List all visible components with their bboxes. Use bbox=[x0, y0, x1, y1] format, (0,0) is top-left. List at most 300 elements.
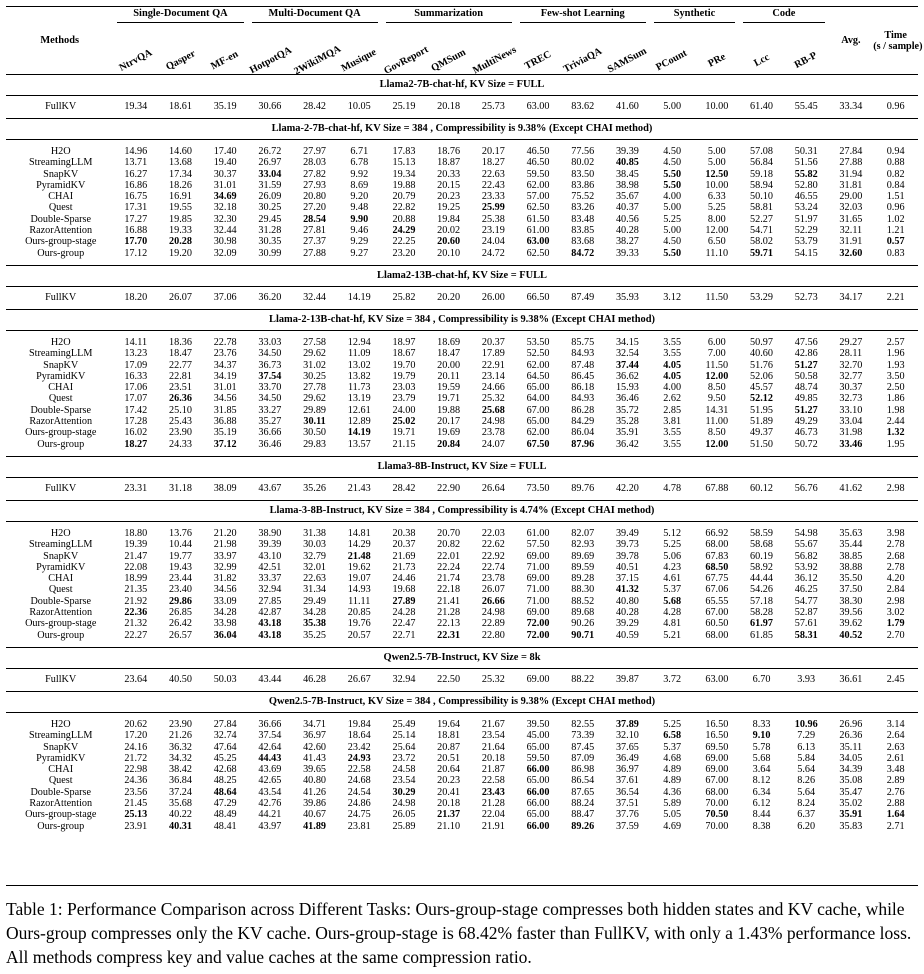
value-cell: 19.84 bbox=[347, 718, 371, 730]
group-label: Multi-Document QA bbox=[252, 8, 378, 23]
value-cell: 69.00 bbox=[526, 607, 550, 619]
value-cell: 35.50 bbox=[839, 573, 863, 585]
value-cell: 6.50 bbox=[707, 236, 726, 248]
value-cell: 3.55 bbox=[663, 427, 682, 439]
value-cell bbox=[292, 618, 337, 629]
value-cell: 52.27 bbox=[750, 213, 773, 225]
best-value: 48.64 bbox=[213, 786, 237, 798]
table-caption: Table 1: Performance Comparison across Different Tasks: Ours-group-stage compresses both hidden states and KV cache, while Ours-group compresses only the KV cache. Ours-group-stage is 68.42% faster than FullKV, with only a 1.43% performance loss. All methods compress key and value caches at the same compression ratio. bbox=[6, 899, 912, 967]
value-cell: 4.89 bbox=[663, 775, 682, 787]
value-cell: 2.45 bbox=[886, 674, 905, 686]
best-value: 33.46 bbox=[839, 438, 863, 450]
value-cell: 22.43 bbox=[481, 179, 505, 191]
value-cell: 40.22 bbox=[169, 809, 192, 821]
value-cell: 55.45 bbox=[794, 101, 818, 113]
value-cell: 24.98 bbox=[392, 797, 416, 809]
results-table bbox=[6, 6, 923, 838]
value-cell: 22.74 bbox=[481, 561, 505, 573]
value-cell: 5.64 bbox=[797, 764, 816, 776]
value-cell: 20.00 bbox=[437, 359, 461, 371]
value-cell: 22.25 bbox=[392, 236, 416, 248]
best-value: 37.54 bbox=[258, 370, 282, 382]
value-cell bbox=[784, 360, 829, 371]
best-value: 66.00 bbox=[526, 764, 550, 776]
value-cell: 86.18 bbox=[571, 382, 595, 394]
method-name: FullKV bbox=[45, 101, 77, 113]
value-cell: 23.42 bbox=[347, 741, 371, 753]
best-value: 87.96 bbox=[571, 438, 595, 450]
value-cell: 5.25 bbox=[663, 213, 682, 225]
table-row bbox=[6, 157, 918, 168]
value-cell bbox=[471, 596, 516, 607]
best-value: 32.60 bbox=[839, 247, 863, 259]
value-cell: 23.31 bbox=[124, 483, 148, 495]
value-cell bbox=[516, 439, 561, 450]
value-cell: 83.85 bbox=[571, 225, 595, 237]
table-row bbox=[6, 528, 918, 539]
value-cell: 24.66 bbox=[481, 382, 505, 394]
value-cell: 65.00 bbox=[526, 741, 550, 753]
method-name: Double-Sparse bbox=[30, 595, 91, 607]
table-row bbox=[6, 764, 918, 775]
method-name: Ours-group bbox=[37, 820, 85, 832]
value-cell: 32.77 bbox=[839, 370, 863, 382]
value-cell: 38.85 bbox=[839, 550, 863, 562]
value-cell: 35.44 bbox=[839, 539, 863, 551]
best-value: 61.97 bbox=[750, 618, 773, 630]
best-value: 26.36 bbox=[169, 393, 192, 405]
value-cell: 32.70 bbox=[839, 359, 863, 371]
dataset-label: MultiNews bbox=[471, 44, 519, 77]
value-cell: 11.11 bbox=[348, 595, 371, 607]
value-cell: 23.33 bbox=[481, 191, 505, 203]
value-cell: 26.96 bbox=[839, 718, 863, 730]
value-cell: 27.97 bbox=[303, 146, 326, 157]
value-cell: 3.72 bbox=[663, 674, 682, 686]
value-cell: 31.18 bbox=[169, 483, 192, 495]
table-row bbox=[6, 787, 918, 798]
value-cell: 28.03 bbox=[303, 157, 326, 169]
method-name: CHAI bbox=[48, 191, 74, 203]
table-row bbox=[6, 360, 918, 371]
value-cell: 23.40 bbox=[169, 584, 192, 596]
table-row bbox=[6, 348, 918, 359]
value-cell bbox=[516, 764, 561, 775]
value-cell: 12.94 bbox=[347, 336, 371, 348]
value-cell: 31.98 bbox=[839, 427, 863, 439]
value-cell bbox=[471, 787, 516, 798]
dataset-label: NtrvQA bbox=[117, 46, 155, 74]
value-cell: 22.13 bbox=[437, 618, 461, 630]
best-value: 72.00 bbox=[526, 618, 550, 630]
value-cell: 23.44 bbox=[169, 573, 192, 585]
value-cell: 31.01 bbox=[213, 179, 237, 191]
table-row bbox=[6, 719, 918, 730]
value-cell bbox=[203, 630, 248, 641]
value-cell: 35.02 bbox=[839, 797, 863, 809]
value-cell: 22.01 bbox=[437, 550, 461, 562]
value-cell: 68.00 bbox=[705, 629, 729, 641]
value-cell bbox=[829, 439, 874, 450]
value-cell: 27.20 bbox=[303, 202, 326, 214]
value-cell: 22.77 bbox=[169, 359, 192, 371]
method-name: Ours-group bbox=[37, 629, 85, 641]
value-cell: 34.05 bbox=[839, 752, 863, 764]
value-cell: 17.83 bbox=[392, 146, 416, 157]
best-value: 12.50 bbox=[705, 168, 729, 180]
value-cell: 64.00 bbox=[526, 393, 550, 405]
best-value: 17.70 bbox=[124, 236, 148, 248]
value-cell: 59.18 bbox=[750, 168, 773, 180]
value-cell bbox=[829, 630, 874, 641]
value-cell bbox=[739, 618, 784, 629]
value-cell bbox=[560, 439, 605, 450]
table-row bbox=[6, 562, 918, 573]
value-cell: 23.72 bbox=[392, 752, 416, 764]
value-cell: 42.64 bbox=[258, 741, 282, 753]
value-cell: 17.12 bbox=[124, 247, 148, 259]
value-cell: 53.92 bbox=[794, 561, 818, 573]
value-cell: 22.47 bbox=[392, 618, 416, 630]
value-cell: 10.05 bbox=[347, 101, 371, 113]
value-cell bbox=[605, 584, 650, 595]
table-row bbox=[6, 798, 918, 809]
value-cell: 1.96 bbox=[886, 348, 905, 360]
value-cell: 11.10 bbox=[705, 247, 729, 259]
value-cell: 23.20 bbox=[392, 247, 416, 259]
table-row bbox=[6, 809, 918, 820]
value-cell: 20.10 bbox=[437, 247, 461, 259]
value-cell: 5.00 bbox=[707, 146, 726, 157]
value-cell: 21.74 bbox=[437, 573, 461, 585]
value-cell bbox=[694, 169, 739, 180]
section-title: Llama2-7B-chat-hf, KV Size = FULL bbox=[6, 75, 918, 96]
value-cell bbox=[113, 439, 158, 450]
table-bottom-rule bbox=[6, 885, 918, 886]
value-cell: 22.50 bbox=[437, 674, 461, 686]
group-label: Synthetic bbox=[654, 8, 735, 23]
table-row bbox=[6, 596, 918, 607]
value-cell: 24.72 bbox=[481, 247, 505, 259]
value-cell: 22.27 bbox=[124, 629, 148, 641]
value-cell: 23.56 bbox=[124, 786, 148, 798]
value-cell: 39.86 bbox=[303, 797, 326, 809]
dataset-label: TriviaQA bbox=[561, 45, 604, 75]
value-cell: 53.79 bbox=[794, 236, 818, 248]
best-value: 21.37 bbox=[437, 809, 461, 821]
method-name: RazorAttention bbox=[29, 225, 93, 237]
value-cell: 9.27 bbox=[350, 247, 369, 259]
value-cell: 19.07 bbox=[347, 573, 371, 585]
value-cell: 5.00 bbox=[663, 202, 682, 214]
spacer-row bbox=[6, 832, 918, 838]
dataset-label: PRe bbox=[706, 51, 728, 70]
value-cell: 69.00 bbox=[526, 550, 550, 562]
value-cell: 35.72 bbox=[615, 404, 639, 416]
value-cell bbox=[113, 607, 158, 618]
value-cell: 67.06 bbox=[705, 584, 729, 596]
value-cell: 54.71 bbox=[750, 225, 773, 237]
value-cell bbox=[873, 618, 918, 629]
method-name: RazorAttention bbox=[29, 607, 93, 619]
value-cell: 2.68 bbox=[886, 550, 905, 562]
table-row bbox=[6, 286, 918, 309]
value-cell: 40.59 bbox=[615, 629, 639, 641]
best-value: 5.50 bbox=[663, 168, 682, 180]
value-cell: 19.55 bbox=[169, 202, 192, 214]
method-name: StreamingLLM bbox=[29, 730, 93, 742]
value-cell: 88.52 bbox=[571, 595, 595, 607]
value-cell: 36.62 bbox=[615, 370, 639, 382]
value-cell: 20.70 bbox=[437, 527, 461, 539]
best-value: 58.31 bbox=[794, 629, 818, 641]
value-cell: 36.54 bbox=[615, 786, 639, 798]
best-value: 41.89 bbox=[303, 820, 326, 832]
value-cell: 22.90 bbox=[437, 483, 461, 495]
value-cell bbox=[382, 596, 427, 607]
value-cell: 52.06 bbox=[750, 370, 773, 382]
section-header-row bbox=[6, 75, 918, 96]
value-cell: 26.42 bbox=[169, 618, 192, 630]
value-cell: 65.00 bbox=[526, 416, 550, 428]
value-cell: 2.44 bbox=[886, 416, 905, 428]
value-cell: 61.00 bbox=[526, 527, 550, 539]
value-cell: 57.08 bbox=[750, 146, 773, 157]
value-cell: 22.81 bbox=[169, 370, 192, 382]
value-cell: 40.51 bbox=[615, 561, 639, 573]
value-cell: 3.55 bbox=[663, 348, 682, 360]
value-cell: 8.00 bbox=[707, 213, 726, 225]
best-value: 1.32 bbox=[886, 427, 905, 439]
value-cell: 30.35 bbox=[258, 236, 282, 248]
table-row bbox=[6, 214, 918, 225]
value-cell: 57.61 bbox=[794, 618, 818, 630]
table-body bbox=[6, 75, 918, 838]
value-cell: 65.00 bbox=[526, 809, 550, 821]
value-cell: 89.69 bbox=[571, 550, 595, 562]
best-value: 40.52 bbox=[839, 629, 863, 641]
value-cell: 48.74 bbox=[794, 382, 818, 394]
value-cell: 20.57 bbox=[347, 629, 371, 641]
value-cell: 34.15 bbox=[615, 336, 639, 348]
value-cell: 4.50 bbox=[663, 146, 682, 157]
methods-header: Methods bbox=[6, 7, 113, 75]
value-cell: 73.39 bbox=[571, 730, 595, 742]
dataset-header bbox=[337, 24, 382, 75]
value-cell: 38.88 bbox=[839, 561, 863, 573]
value-cell: 83.48 bbox=[571, 213, 595, 225]
value-cell: 6.70 bbox=[752, 674, 771, 686]
value-cell: 56.76 bbox=[794, 483, 818, 495]
value-cell: 39.65 bbox=[303, 764, 326, 776]
value-cell: 19.79 bbox=[392, 370, 416, 382]
table-row bbox=[6, 551, 918, 562]
dataset-label: TREC bbox=[522, 48, 554, 72]
table-row bbox=[6, 146, 918, 157]
value-cell bbox=[784, 405, 829, 416]
value-cell: 50.03 bbox=[213, 674, 237, 686]
dataset-header bbox=[113, 24, 158, 75]
value-cell: 66.50 bbox=[526, 292, 550, 304]
value-cell: 36.61 bbox=[839, 674, 863, 686]
value-cell: 22.98 bbox=[124, 764, 148, 776]
value-cell: 2.78 bbox=[886, 539, 905, 551]
best-value: 10.96 bbox=[794, 718, 818, 730]
value-cell: 3.98 bbox=[886, 527, 905, 539]
value-cell: 39.49 bbox=[615, 527, 639, 539]
value-cell: 18.26 bbox=[169, 179, 192, 191]
value-cell: 17.27 bbox=[124, 213, 148, 225]
method-name: H2O bbox=[50, 146, 71, 157]
value-cell: 14.11 bbox=[124, 336, 148, 348]
value-cell: 53.24 bbox=[794, 202, 818, 214]
value-cell bbox=[158, 596, 203, 607]
value-cell: 47.64 bbox=[213, 741, 237, 753]
value-cell: 8.50 bbox=[707, 382, 726, 394]
value-cell bbox=[650, 180, 695, 191]
value-cell: 54.26 bbox=[750, 584, 773, 596]
value-cell: 5.78 bbox=[752, 741, 771, 753]
value-cell: 0.96 bbox=[886, 101, 905, 113]
value-cell: 88.30 bbox=[571, 584, 595, 596]
value-cell: 19.25 bbox=[437, 202, 461, 214]
value-cell: 25.49 bbox=[392, 718, 416, 730]
dataset-header bbox=[248, 24, 293, 75]
value-cell: 32.99 bbox=[213, 561, 237, 573]
group-header bbox=[113, 7, 247, 25]
value-cell: 45.57 bbox=[750, 382, 773, 394]
value-cell: 40.50 bbox=[169, 674, 192, 686]
value-cell: 36.46 bbox=[615, 393, 639, 405]
value-cell: 21.69 bbox=[392, 550, 416, 562]
value-cell: 23.78 bbox=[481, 573, 505, 585]
best-value: 20.60 bbox=[437, 236, 461, 248]
value-cell bbox=[739, 248, 784, 259]
value-cell: 41.62 bbox=[839, 483, 863, 495]
value-cell: 23.90 bbox=[169, 718, 192, 730]
value-cell: 36.32 bbox=[169, 741, 192, 753]
value-cell bbox=[113, 809, 158, 820]
section-header-row bbox=[6, 647, 918, 668]
value-cell: 53.50 bbox=[526, 336, 550, 348]
value-cell: 45.00 bbox=[526, 730, 550, 742]
value-cell: 0.96 bbox=[886, 202, 905, 214]
value-cell: 30.99 bbox=[258, 247, 282, 259]
value-cell: 42.87 bbox=[258, 607, 282, 619]
value-cell: 8.69 bbox=[350, 179, 369, 191]
value-cell bbox=[158, 236, 203, 247]
value-cell: 39.33 bbox=[615, 247, 639, 259]
value-cell: 70.00 bbox=[705, 797, 729, 809]
value-cell: 22.08 bbox=[124, 561, 148, 573]
best-value: 35.91 bbox=[839, 809, 863, 821]
method-name: Quest bbox=[48, 202, 73, 214]
value-cell: 36.42 bbox=[615, 438, 639, 450]
value-cell: 70.00 bbox=[705, 820, 729, 832]
value-cell: 5.21 bbox=[663, 629, 682, 641]
value-cell: 34.17 bbox=[839, 292, 863, 304]
value-cell: 36.97 bbox=[303, 730, 326, 742]
value-cell: 35.11 bbox=[839, 741, 863, 753]
dataset-header bbox=[516, 24, 561, 75]
value-cell: 21.92 bbox=[124, 595, 148, 607]
value-cell: 25.32 bbox=[481, 674, 505, 686]
table-row bbox=[6, 668, 918, 691]
best-value: 43.18 bbox=[258, 629, 282, 641]
value-cell: 36.97 bbox=[615, 764, 639, 776]
best-value: 35.38 bbox=[303, 618, 326, 630]
value-cell: 19.88 bbox=[437, 404, 461, 416]
method-name: PyramidKV bbox=[36, 752, 86, 764]
value-cell: 37.65 bbox=[615, 741, 639, 753]
value-cell: 36.84 bbox=[169, 775, 192, 787]
value-cell: 36.66 bbox=[258, 427, 282, 439]
value-cell: 37.51 bbox=[615, 797, 639, 809]
method-name: PyramidKV bbox=[36, 370, 86, 382]
value-cell: 9.92 bbox=[350, 168, 369, 180]
value-cell: 6.00 bbox=[707, 336, 726, 348]
value-cell: 58.81 bbox=[750, 202, 773, 214]
value-cell: 48.49 bbox=[213, 809, 237, 821]
value-cell: 55.67 bbox=[794, 539, 818, 551]
best-value: 59.71 bbox=[750, 247, 773, 259]
best-value: 0.57 bbox=[886, 236, 905, 248]
value-cell: 22.71 bbox=[392, 629, 416, 641]
value-cell bbox=[560, 630, 605, 641]
value-cell: 18.47 bbox=[437, 348, 461, 360]
value-cell: 3.50 bbox=[886, 370, 905, 382]
value-cell: 51.50 bbox=[750, 438, 773, 450]
value-cell: 20.85 bbox=[347, 607, 371, 619]
value-cell: 24.00 bbox=[392, 404, 416, 416]
value-cell: 40.67 bbox=[303, 809, 326, 821]
table-row bbox=[6, 416, 918, 427]
value-cell: 22.63 bbox=[481, 168, 505, 180]
value-cell: 5.37 bbox=[663, 741, 682, 753]
value-cell: 86.54 bbox=[571, 775, 595, 787]
method-name: CHAI bbox=[48, 573, 74, 585]
value-cell: 16.33 bbox=[124, 370, 148, 382]
value-cell: 23.78 bbox=[481, 427, 505, 439]
value-cell: 27.58 bbox=[303, 336, 326, 348]
value-cell: 16.86 bbox=[124, 179, 148, 191]
value-cell: 42.76 bbox=[258, 797, 282, 809]
value-cell: 27.78 bbox=[303, 382, 326, 394]
value-cell: 39.50 bbox=[526, 718, 550, 730]
value-cell: 19.77 bbox=[169, 550, 192, 562]
value-cell: 33.97 bbox=[213, 550, 237, 562]
method-name: RazorAttention bbox=[29, 416, 93, 428]
value-cell: 45.25 bbox=[213, 752, 237, 764]
value-cell: 61.00 bbox=[526, 225, 550, 237]
value-cell: 20.82 bbox=[437, 539, 461, 551]
value-cell: 2.89 bbox=[886, 775, 905, 787]
value-cell bbox=[426, 809, 471, 820]
value-cell: 26.36 bbox=[839, 730, 863, 742]
value-cell: 54.15 bbox=[794, 247, 818, 259]
value-cell bbox=[650, 730, 695, 741]
value-cell: 19.62 bbox=[347, 561, 371, 573]
value-cell: 5.12 bbox=[663, 527, 682, 539]
value-cell: 86.04 bbox=[571, 427, 595, 439]
best-value: 4.05 bbox=[663, 359, 682, 371]
value-cell: 32.44 bbox=[303, 292, 326, 304]
value-cell: 24.68 bbox=[347, 775, 371, 787]
best-value: 14.19 bbox=[347, 427, 371, 439]
value-cell: 38.09 bbox=[213, 483, 237, 495]
value-cell: 27.88 bbox=[839, 157, 863, 169]
value-cell: 20.17 bbox=[481, 146, 505, 157]
